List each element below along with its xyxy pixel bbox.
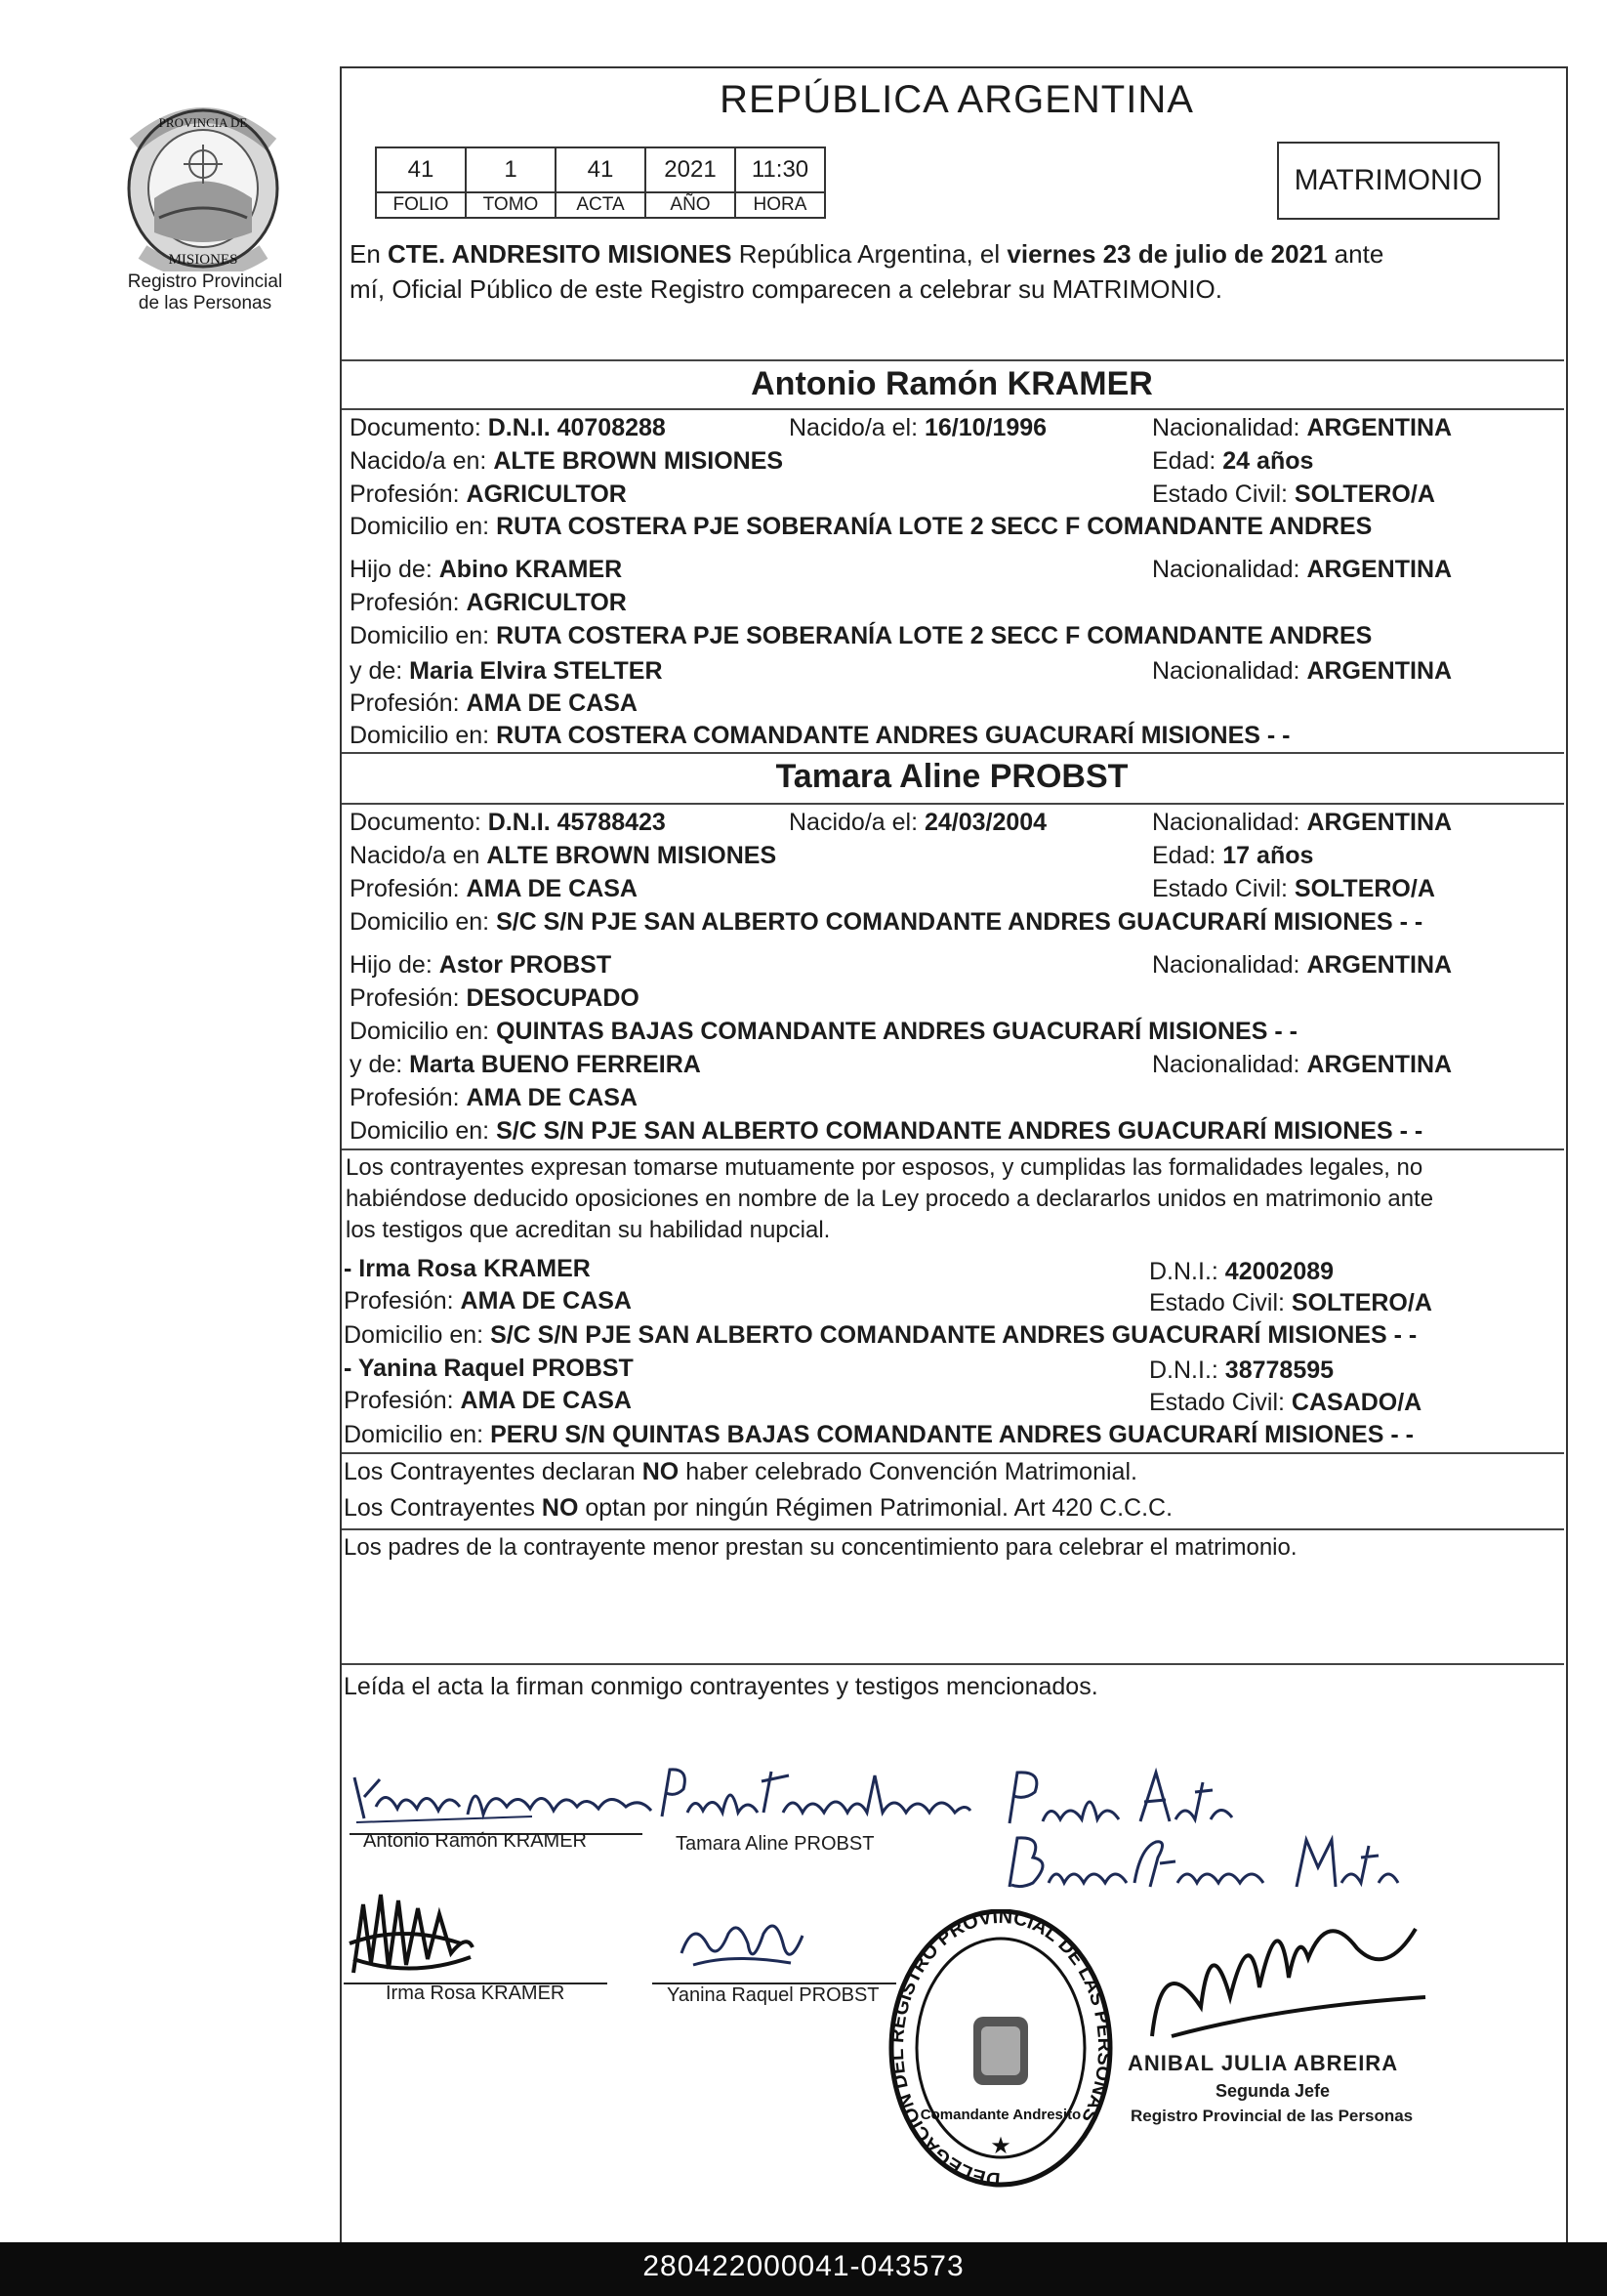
official-role: Segunda Jefe <box>1216 2081 1331 2101</box>
bride-mother-name: y de: Marta BUENO FERREIRA <box>350 1051 701 1078</box>
divider <box>342 803 1564 805</box>
groom-father-nacionalidad: Nacionalidad: ARGENTINA <box>1152 556 1453 583</box>
divider <box>342 1528 1564 1530</box>
bride-father-domicilio: Domicilio en: QUINTAS BAJAS COMANDANTE ANDRES GUACURARÍ MISIONES - - <box>350 1018 1298 1045</box>
seal-text-top: PROVINCIA DE <box>158 115 248 130</box>
closing-text: Leída el acta la firman conmigo contrayentes y testigos mencionados. <box>344 1673 1098 1700</box>
bride-mother-domicilio: Domicilio en: S/C S/N PJE SAN ALBERTO COMANDANTE ANDRES GUACURARÍ MISIONES - - <box>350 1117 1423 1145</box>
intro-line-1: En CTE. ANDRESITO MISIONES República Argentina, el viernes 23 de julio de 2021 ante <box>350 239 1384 269</box>
witness-2-profesion: Profesión: AMA DE CASA <box>344 1387 632 1414</box>
tomo-value: 1 <box>466 147 556 192</box>
bride-father-profesion: Profesión: DESOCUPADO <box>350 984 639 1012</box>
registry-caption-line-1: Registro Provincial <box>127 271 283 292</box>
registry-caption <box>107 271 303 314</box>
divider <box>342 1452 1564 1454</box>
divider <box>342 752 1564 754</box>
mother-signature <box>1004 1828 1404 1897</box>
witness-2-domicilio: Domicilio en: PERU S/N QUINTAS BAJAS COMANDANTE ANDRES GUACURARÍ MISIONES - - <box>344 1421 1414 1448</box>
witness-1-domicilio: Domicilio en: S/C S/N PJE SAN ALBERTO COMANDANTE ANDRES GUACURARÍ MISIONES - - <box>344 1321 1418 1349</box>
regime-line-2: Los Contrayentes NO optan por ningún Régimen Patrimonial. Art 420 C.C.C. <box>344 1494 1174 1522</box>
groom-estado-civil: Estado Civil: SOLTERO/A <box>1152 480 1435 508</box>
witness-1-signature-caption: Irma Rosa KRAMER <box>386 1983 565 2004</box>
groom-signature <box>347 1758 659 1836</box>
witness-1-profesion: Profesión: AMA DE CASA <box>344 1287 632 1315</box>
groom-mother-nacionalidad: Nacionalidad: ARGENTINA <box>1152 657 1453 685</box>
bride-signature-caption: Tamara Aline PROBST <box>676 1833 875 1855</box>
stamp-ring-text: DELEGACION DEL REGISTRO PROVINCIAL DE LAS PERSONAS <box>886 1909 1116 2191</box>
regime-line-1: Los Contrayentes declaran NO haber celebrado Convención Matrimonial. <box>344 1458 1137 1485</box>
groom-father-profesion: Profesión: AGRICULTOR <box>350 589 627 616</box>
registry-caption-line-2: de las Personas <box>138 293 272 313</box>
groom-mother-name: y de: Maria Elvira STELTER <box>350 657 663 685</box>
divider <box>342 408 1564 410</box>
bride-profesion: Profesión: AMA DE CASA <box>350 875 638 902</box>
official-name: ANIBAL JULIA ABREIRA <box>1128 2051 1399 2075</box>
groom-nacido-el: Nacido/a el: 16/10/1996 <box>789 414 1048 441</box>
anio-value: 2021 <box>645 147 735 192</box>
witness-2-dni: D.N.I.: 38778595 <box>1149 1357 1335 1384</box>
groom-mother-profesion: Profesión: AMA DE CASA <box>350 689 638 717</box>
groom-father-domicilio: Domicilio en: RUTA COSTERA PJE SOBERANÍA LOTE 2 SECC F COMANDANTE ANDRES <box>350 622 1373 649</box>
bride-mother-nacionalidad: Nacionalidad: ARGENTINA <box>1152 1051 1453 1078</box>
bride-name: Tamara Aline PROBST <box>775 758 1129 795</box>
witness-1-dni: D.N.I.: 42002089 <box>1149 1258 1335 1285</box>
divider <box>342 359 1564 361</box>
hora-label: HORA <box>735 192 825 218</box>
declaration-line-2: habiéndose deducido oposiciones en nombre de la Ley procedo a declararlos unidos en matrimonio ante <box>346 1186 1434 1212</box>
folio-label: FOLIO <box>376 192 466 218</box>
witness-1-estado-civil: Estado Civil: SOLTERO/A <box>1149 1289 1432 1316</box>
witness-1-name: - Irma Rosa KRAMER <box>344 1255 591 1282</box>
groom-nacido-en: Nacido/a en: ALTE BROWN MISIONES <box>350 447 784 475</box>
divider <box>342 1663 1564 1665</box>
official-stamp <box>884 1909 1118 2202</box>
bride-signature <box>656 1758 973 1836</box>
parental-consent-note: Los padres de la contrayente menor prestan su concentimiento para celebrar el matrimonio. <box>344 1534 1298 1561</box>
groom-domicilio: Domicilio en: RUTA COSTERA PJE SOBERANÍA LOTE 2 SECC F COMANDANTE ANDRES <box>350 513 1373 540</box>
father-signature <box>1004 1763 1238 1831</box>
witness-1-signature <box>344 1885 480 1992</box>
bride-nacionalidad: Nacionalidad: ARGENTINA <box>1152 809 1453 836</box>
witness-2-signature <box>674 1914 810 1983</box>
provincial-seal-icon <box>115 105 291 271</box>
groom-nacionalidad: Nacionalidad: ARGENTINA <box>1152 414 1453 441</box>
intro-date: viernes 23 de julio de 2021 <box>1007 239 1328 269</box>
stamp-inner-text: Comandante Andresito <box>920 2107 1082 2123</box>
record-number-table <box>375 146 826 219</box>
witness-2-signature-caption: Yanina Raquel PROBST <box>667 1984 880 2006</box>
bride-mother-profesion: Profesión: AMA DE CASA <box>350 1084 638 1111</box>
intro-line-2: mí, Oficial Público de este Registro comparecen a celebrar su MATRIMONIO. <box>350 274 1222 304</box>
groom-mother-domicilio: Domicilio en: RUTA COSTERA COMANDANTE ANDRES GUACURARÍ MISIONES - - <box>350 722 1291 749</box>
groom-profesion: Profesión: AGRICULTOR <box>350 480 627 508</box>
official-signature <box>1133 1890 1435 2056</box>
groom-edad: Edad: 24 años <box>1152 447 1314 475</box>
declaration-line-3: los testigos que acreditan su habilidad nupcial. <box>346 1217 831 1243</box>
groom-signature-caption: Antonio Ramón KRAMER <box>363 1830 587 1852</box>
bride-documento: Documento: D.N.I. 45788423 <box>350 809 666 836</box>
divider <box>342 1148 1564 1150</box>
acta-value: 41 <box>556 147 645 192</box>
bride-nacido-el: Nacido/a el: 24/03/2004 <box>789 809 1048 836</box>
groom-documento: Documento: D.N.I. 40708288 <box>350 414 666 441</box>
declaration-line-1: Los contrayentes expresan tomarse mutuamente por esposos, y cumplidas las formalidades legales, no <box>346 1154 1423 1181</box>
bride-domicilio: Domicilio en: S/C S/N PJE SAN ALBERTO COMANDANTE ANDRES GUACURARÍ MISIONES - - <box>350 908 1423 936</box>
bride-father-nacionalidad: Nacionalidad: ARGENTINA <box>1152 951 1453 979</box>
witness-2-estado-civil: Estado Civil: CASADO/A <box>1149 1389 1422 1416</box>
anio-label: AÑO <box>645 192 735 218</box>
bride-estado-civil: Estado Civil: SOLTERO/A <box>1152 875 1435 902</box>
document-type-box: MATRIMONIO <box>1277 142 1500 220</box>
barcode-number: 280422000041-043573 <box>642 2250 965 2282</box>
bride-nacido-en: Nacido/a en ALTE BROWN MISIONES <box>350 842 777 869</box>
svg-text:★: ★ <box>990 2133 1011 2159</box>
bride-edad: Edad: 17 años <box>1152 842 1314 869</box>
hora-value: 11:30 <box>735 147 825 192</box>
groom-name: Antonio Ramón KRAMER <box>751 365 1153 402</box>
official-office: Registro Provincial de las Personas <box>1131 2107 1414 2125</box>
groom-father-name: Hijo de: Abino KRAMER <box>350 556 623 583</box>
intro-place: CTE. ANDRESITO MISIONES <box>388 239 732 269</box>
page-title: REPÚBLICA ARGENTINA <box>720 78 1194 121</box>
acta-label: ACTA <box>556 192 645 218</box>
folio-value: 41 <box>376 147 466 192</box>
tomo-label: TOMO <box>466 192 556 218</box>
seal-text-bottom: MISIONES <box>168 252 238 268</box>
witness-2-name: - Yanina Raquel PROBST <box>344 1355 634 1382</box>
bride-father-name: Hijo de: Astor PROBST <box>350 951 612 979</box>
